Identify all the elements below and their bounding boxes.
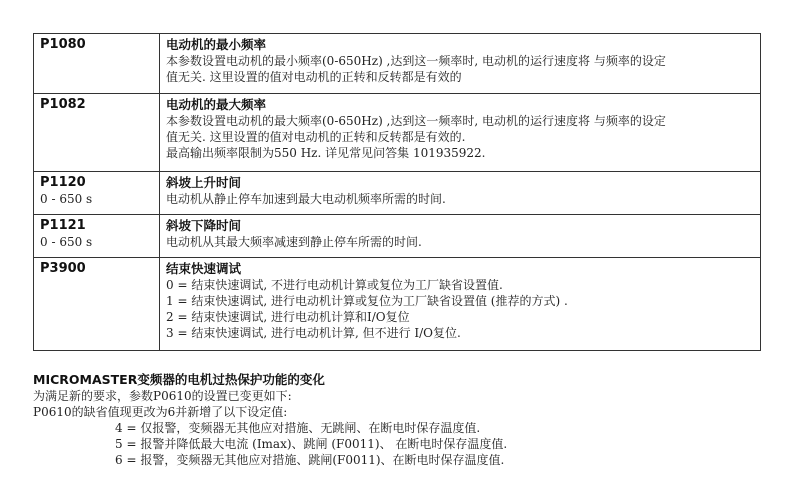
param-code: P1080: [40, 37, 86, 52]
param-description-cell: [160, 172, 761, 215]
param-text-line: 最高输出频率限制为550 Hz. 详见常见问答集 101935922.: [166, 146, 486, 160]
param-code: P1121: [40, 218, 86, 233]
change-notes-section: [33, 372, 773, 468]
param-text-line: 值无关. 这里设置的值对电动机的正转和反转都是有效的: [166, 70, 462, 84]
param-description-cell: [160, 34, 761, 94]
param-title: 斜坡下降时间: [166, 218, 242, 233]
param-text-line: 电动机从静止停车加速到最大电动机频率所需的时间.: [166, 192, 446, 206]
setting-value-item: 5 = 报警并降低最大电流 (Imax)、跳闸 (F0011)、 在断电时保存温度值.: [115, 437, 508, 451]
param-text-line: 3 = 结束快速调试, 进行电动机计算, 但不进行 I/O复位.: [166, 326, 461, 340]
param-text-line: 本参数设置电动机的最大频率(0-650Hz) ,达到这一频率时, 电动机的运行速度将 与频率的设定: [166, 114, 666, 128]
param-text-line: 2 = 结束快速调试, 进行电动机计算和I/O复位: [166, 310, 410, 324]
note-text-line: 为满足新的要求，参数P0610的设置已变更如下:: [33, 389, 292, 403]
param-code: P1120: [40, 175, 86, 190]
param-text-line: 值无关. 这里设置的值对电动机的正转和反转都是有效的.: [166, 130, 466, 144]
param-title: 斜坡上升时间: [166, 175, 242, 190]
param-code-cell: [34, 94, 160, 172]
table-row: [34, 172, 761, 215]
param-code: P1082: [40, 97, 86, 112]
param-text-line: 0 = 结束快速调试, 不进行电动机计算或复位为工厂缺省设置值.: [166, 278, 503, 292]
param-code-cell: [34, 34, 160, 94]
param-range: 0 - 650 s: [40, 235, 93, 249]
param-title: 结束快速调试: [166, 261, 242, 276]
param-range: 0 - 650 s: [40, 192, 93, 206]
note-text-line: P0610的缺省值现更改为6并新增了以下设定值:: [33, 405, 288, 419]
param-code-cell: [34, 215, 160, 258]
param-code-cell: [34, 172, 160, 215]
setting-value-item: 6 = 报警，变频器无其他应对措施、跳闸(F0011)、在断电时保存温度值.: [115, 453, 505, 467]
param-title: 电动机的最小频率: [166, 37, 267, 52]
param-code: P3900: [40, 261, 86, 276]
param-description-cell: [160, 258, 761, 351]
param-text-line: 电动机从其最大频率减速到静止停车所需的时间.: [166, 235, 422, 249]
param-text-line: 本参数设置电动机的最小频率(0-650Hz) ,达到这一频率时, 电动机的运行速度将 与频率的设定: [166, 54, 666, 68]
setting-value-item: 4 = 仅报警，变频器无其他应对措施、无跳闸、在断电时保存温度值.: [115, 421, 481, 435]
param-code-cell: [34, 258, 160, 351]
param-description-cell: [160, 215, 761, 258]
param-description-cell: [160, 94, 761, 172]
table-row: [34, 215, 761, 258]
table-row: [34, 34, 761, 94]
param-title: 电动机的最大频率: [166, 97, 267, 112]
section-heading: MICROMASTER变频器的电机过热保护功能的变化: [33, 372, 325, 387]
table-row: [34, 94, 761, 172]
parameter-table: [33, 33, 761, 351]
param-text-line: 1 = 结束快速调试, 进行电动机计算或复位为工厂缺省设置值 (推荐的方式) .: [166, 294, 568, 308]
table-row: [34, 258, 761, 351]
